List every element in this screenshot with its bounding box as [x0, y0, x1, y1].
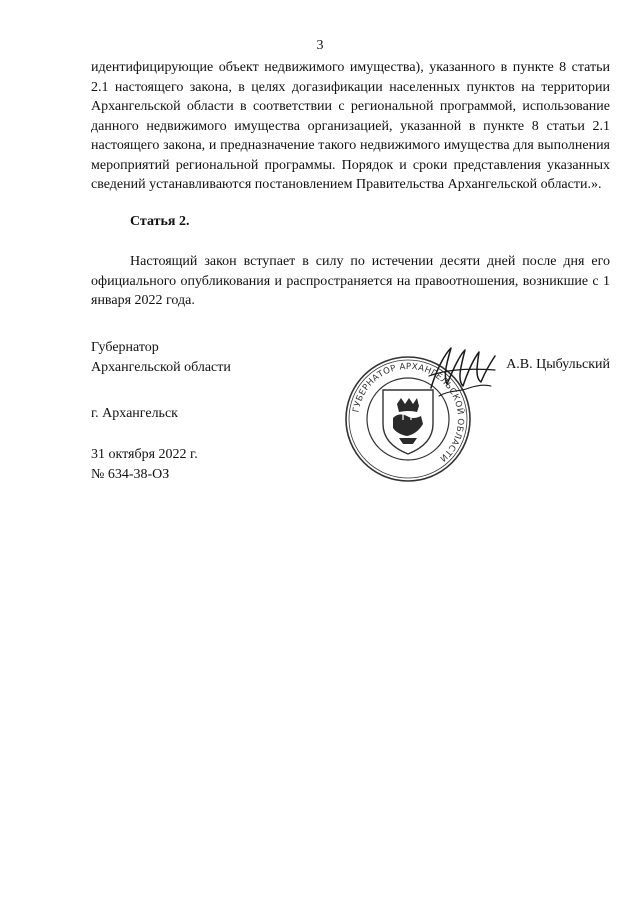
place-of-signing: г. Архангельск [91, 406, 178, 421]
signatory-title-line2: Архангельской области [91, 359, 231, 375]
article-heading: Статья 2. [130, 214, 190, 229]
handwritten-signature [425, 340, 500, 405]
signatory-title [91, 338, 231, 377]
page-number: 3 [316, 38, 324, 53]
enactment-details [91, 445, 198, 484]
signatory-name: А.В. Цыбульский [506, 357, 610, 372]
seal-ring-text: ГУБЕРНАТОР АРХАНГЕЛЬСКОЙ ОБЛАСТИ [351, 361, 466, 464]
enactment-date: 31 октября 2022 г. [91, 447, 198, 462]
article-paragraph: Настоящий закон вступает в силу по истечении десяти дней после дня его официального опубликования и распространяется на правоотношения, возникшие с 1 января 2022 года. [91, 254, 610, 308]
enactment-number: № 634-38-ОЗ [91, 466, 170, 482]
signatory-title-line1: Губернатор [91, 340, 159, 355]
continuation-paragraph: идентифицирующие объект недвижимого имущества), указанного в пункте 8 статьи 2.1 настоящего закона, в целях догазификации населенных пунктов на территории Архангельской области в соответствии с региональной программой, использование данного недвижимого имущества организацией, указанной в пункте 8 статьи 2.1 настоящего закона, и предназначение такого недвижимого имущества для выполнения мероприятий региональной программы. Порядок и сроки представления указанных сведений устанавливаются постановлением Правительства Архангельской области.». [91, 60, 610, 192]
